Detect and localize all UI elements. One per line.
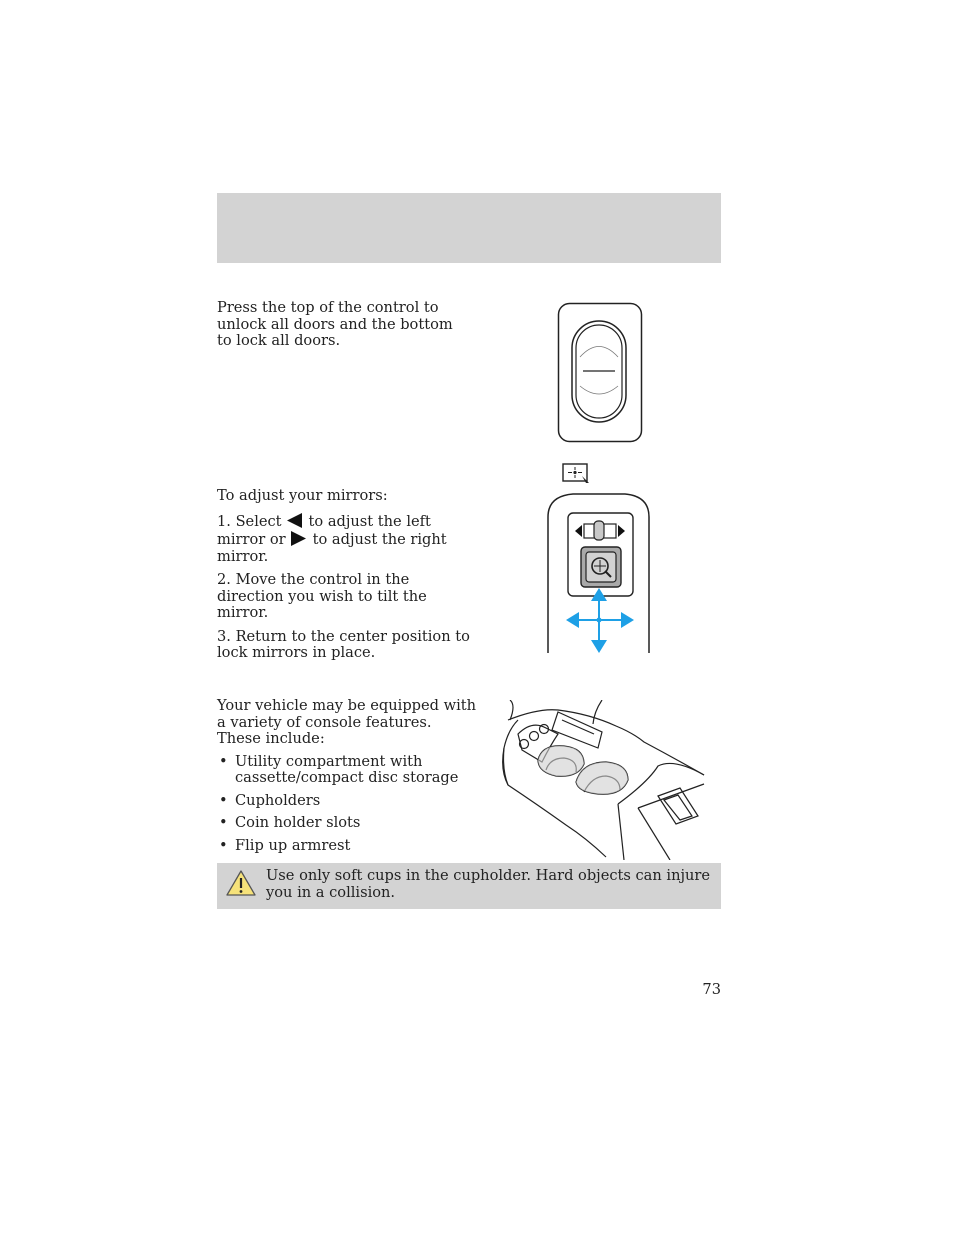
bullet-glyph: •: [219, 752, 228, 770]
door-lock-text: [217, 300, 467, 350]
page-number: 73: [702, 981, 721, 998]
list-item-text: Cupholders: [235, 791, 321, 809]
bullet-glyph: •: [219, 836, 228, 854]
console-text: [217, 698, 477, 860]
mirror-step-1-suffix: to adjust the right mirror.: [217, 531, 447, 565]
mirror-step-1: [217, 512, 477, 566]
left-mirror-arrow-icon: [286, 512, 303, 529]
section-header-band: [217, 193, 721, 263]
warning-box: [217, 863, 721, 909]
warning-text: Use only soft cups in the cupholder. Hard objects can injure you in a collision.: [266, 867, 711, 901]
door-lock-switch-illustration: [556, 302, 644, 444]
bullet-glyph: •: [219, 814, 228, 831]
door-lock-instructions: Press the top of the control to unlock all doors and the bottom to lock all doors.: [217, 299, 453, 349]
mirror-step-1-prefix: 1. Select: [217, 512, 282, 530]
mirror-intro: To adjust your mirrors:: [217, 487, 388, 504]
list-item: [217, 793, 477, 810]
console-intro: Your vehicle may be equipped with a variety of console features. These include:: [217, 697, 477, 747]
mirror-step-2: 2. Move the control in the direction you wish to tilt the mirror.: [217, 571, 427, 621]
console-feature-list: [217, 754, 477, 855]
right-mirror-arrow-icon: [290, 530, 307, 547]
list-item-text: Utility compartment with cassette/compact disc storage: [235, 752, 459, 786]
mirror-control-icon: [562, 462, 592, 486]
mirror-step-1-middle: to adjust the left mirror or: [217, 512, 431, 548]
list-item: [217, 754, 477, 787]
list-item: [217, 815, 477, 832]
power-mirror-control-illustration: [545, 490, 653, 655]
warning-triangle-icon: [225, 869, 257, 897]
mirror-step-3: 3. Return to the center position to lock mirrors in place.: [217, 627, 470, 661]
mirror-text: [217, 488, 477, 662]
center-console-illustration: [498, 700, 706, 860]
bullet-glyph: •: [219, 791, 228, 809]
list-item: [217, 838, 477, 855]
list-item-text: Flip up armrest: [235, 836, 351, 854]
list-item-text: Coin holder slots: [235, 814, 361, 831]
